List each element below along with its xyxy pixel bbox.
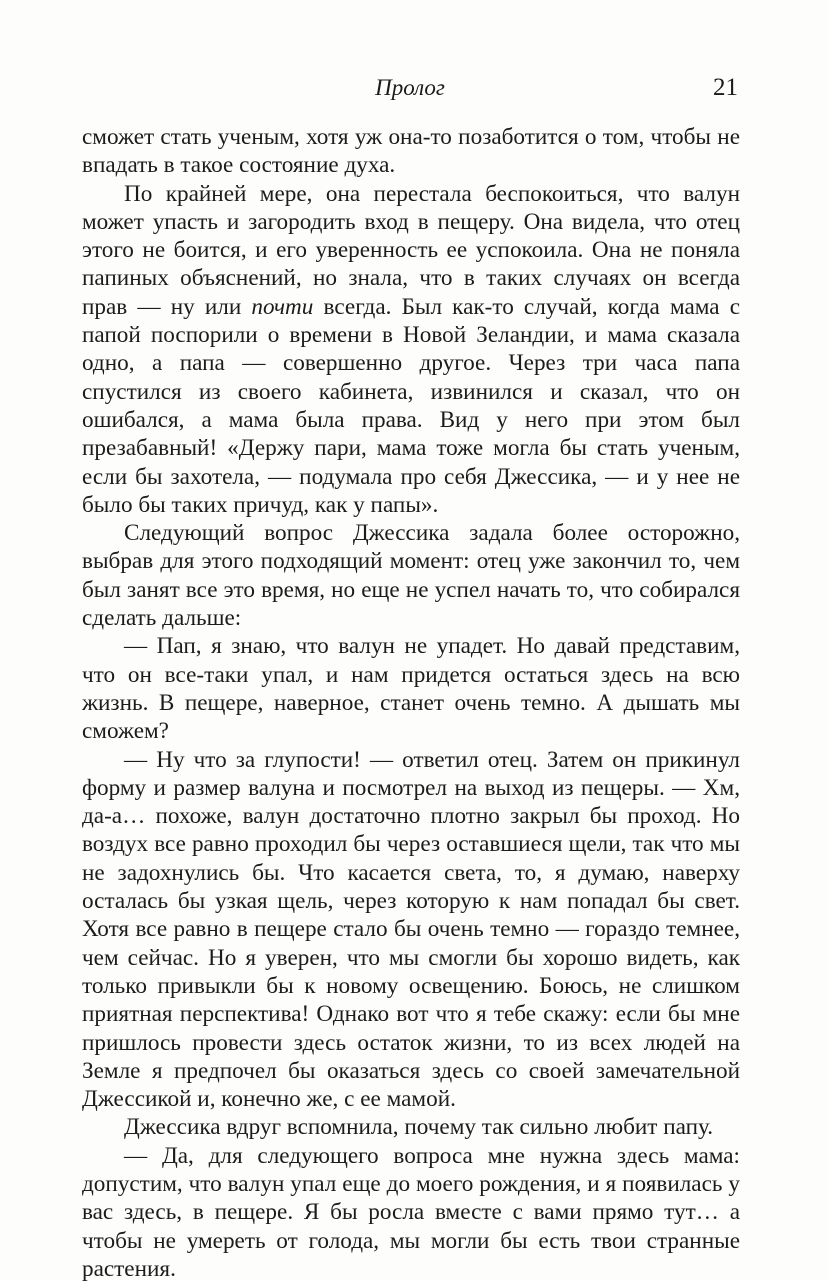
page-body: [82, 123, 740, 1283]
paragraph-next-question: Следующий вопрос Джессика задала более осторожно, выбрав для этого подходящий момент: отец уже закончил то, чем был занят все это время, но еще не успел начать то, что собирался сделать дальше:: [82, 520, 740, 632]
emphasized-word: почти: [251, 293, 314, 320]
paragraph-text-before-emphasis: По крайней мере, она перестала беспокоиться, что валун может упасть и загородить вход в пещеру. Она видела, что отец этого не боится, и его уверенность ее успокоила. Она не поняла папиных объяснений, но знала, что в таких случаях он всегда прав — ну или: [82, 180, 740, 320]
paragraph-dialogue-jessica: — Пап, я знаю, что валун не упадет. Но давай представим, что он все-таки упал, и нам придется остаться здесь на всю жизнь. В пещере, наверное, станет очень темно. А дышать мы сможем?: [82, 633, 740, 745]
paragraph-boulder-worry: [82, 180, 740, 520]
paragraph-remembered: Джессика вдруг вспомнила, почему так сильно любит папу.: [124, 1114, 714, 1141]
page-number: 21: [713, 74, 738, 101]
running-title: Пролог: [375, 75, 445, 100]
paragraph-dialogue-jessica-mama: — Да, для следующего вопроса мне нужна здесь мама: допустим, что валун упал еще до моего рождения, и я появилась у вас здесь, в пещере. Я бы росла вместе с вами прямо тут… а чтобы не умереть от голода, мы могли бы есть твои странные растения.: [82, 1142, 740, 1282]
page-header: [80, 68, 740, 108]
paragraph-text-after-emphasis: всегда. Был как-то случай, когда мама с папой поспорили о времени в Новой Зеландии, и мама сказала одно, а папа — совершенно другое. Через три часа папа спустился из своего кабинета, извинился и сказал, что он ошибался, а мама была права. Вид у него при этом был презабавный! «Держу пари, мама тоже могла бы стать ученым, если бы захотела, — подумала про себя Джессика, — и у нее не было бы таких причуд, как у папы».: [82, 293, 740, 518]
paragraph-dialogue-father: — Ну что за глупости! — ответил отец. Затем он прикинул форму и размер валуна и посмотрел на выход из пещеры. — Хм, да-а… похоже, валун достаточно плотно закрыл бы проход. Но воздух все равно проходил бы через оставшиеся щели, так что мы не задохнулись бы. Что касается света, то, я думаю, наверху осталась бы узкая щель, через которую к нам попадал бы свет. Хотя все равно в пещере стало бы очень темно — гораздо темнее, чем сейчас. Но я уверен, что мы смогли бы хорошо видеть, как только привыкли бы к новому освещению. Боюсь, не слишком приятная перспектива! Однако вот что я тебе скажу: если бы мне пришлось провести здесь остаток жизни, то из всех людей на Земле я предпочел бы оказаться здесь со своей замечательной Джессикой и, конечно же, с ее мамой.: [82, 746, 740, 1113]
paragraph-continuation: сможет стать ученым, хотя уж она-то позаботится о том, чтобы не впадать в такое состояние духа.: [82, 124, 740, 179]
